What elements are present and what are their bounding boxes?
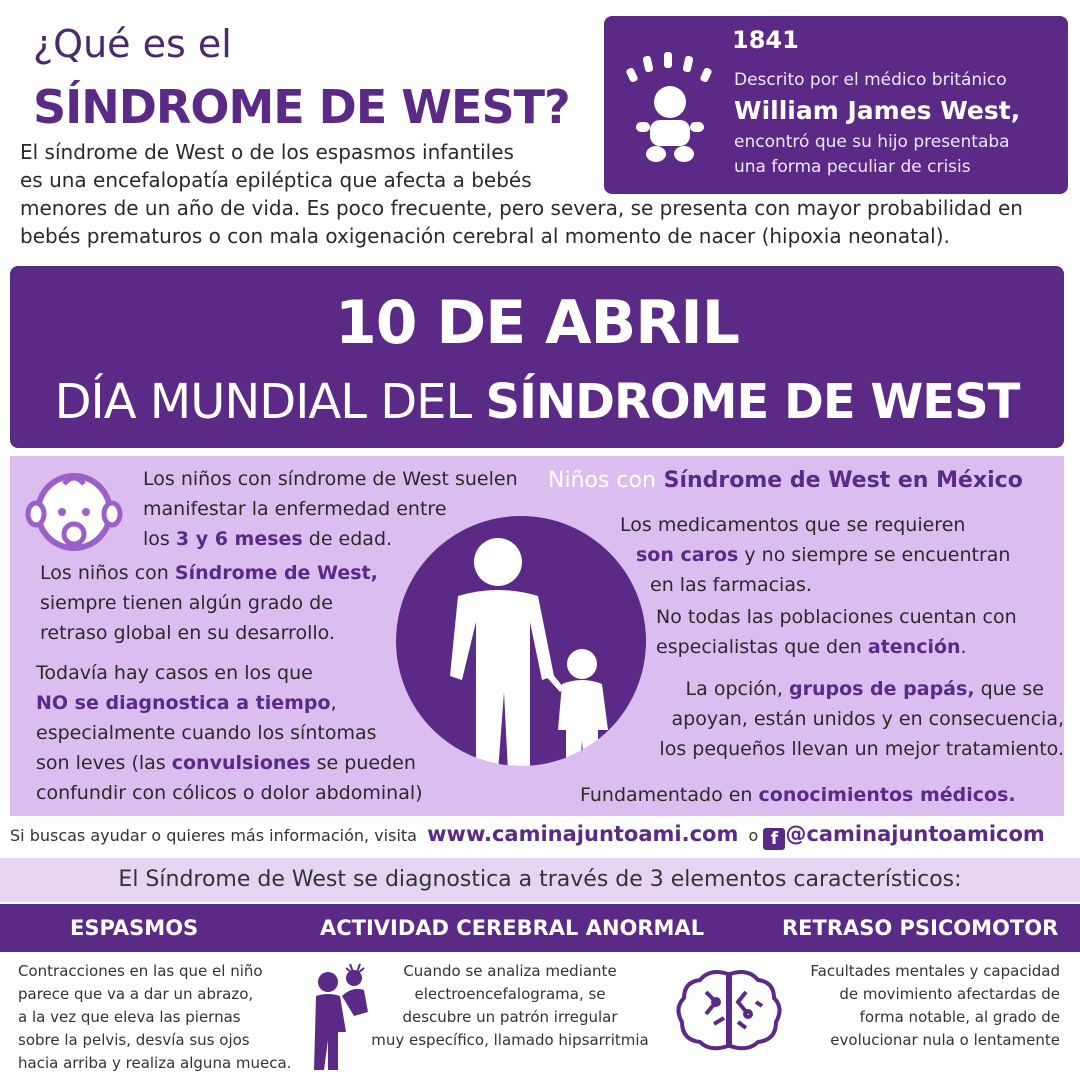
text-line: apoyan, están unidos y en consecuencia, [671,708,1064,730]
text-line: los pequeños llevan un mejor tratamiento. [659,738,1064,760]
desc-line: forma notable, al grado de [859,1008,1060,1026]
text-line: especialmente cuando los síntomas [36,722,377,744]
text-emphasis: NO se diagnostica a tiempo [36,692,331,714]
text-fragment: son leves (las [36,752,166,774]
text-fragment: que se [980,678,1044,700]
text-line: No todas las poblaciones cuentan con [656,606,1017,628]
text-line: en las farmacias. [650,574,812,596]
desc-line: de movimiento afectardas de [839,985,1060,1003]
text-line: Los niños con síndrome de West suelen [143,468,518,490]
element-desc-espasmos [18,960,318,1075]
desc-line: electroencefalograma, se [414,985,606,1003]
banner-day-emphasis: SÍNDROME DE WEST [485,374,1020,430]
desc-line: hacia arriba y realiza alguna mueca. [18,1054,292,1072]
desc-line: sobre la pelvis, desvía sus ojos [18,1031,250,1049]
history-box [604,16,1068,194]
text-fragment: los [143,528,170,550]
text-emphasis: 3 y 6 meses [175,528,303,550]
text-line [608,674,1064,704]
text-fragment: se pueden [316,752,416,774]
element-title-actividad: ACTIVIDAD CEREBRAL ANORMAL [320,916,705,940]
desc-line: descubre un patrón irregular [402,1008,618,1026]
desc-line: a la vez que eleva las piernas [18,1008,241,1026]
desc-line: Facultades mentales y capacidad [810,962,1060,980]
website-link[interactable]: www.caminajuntoami.com [427,822,739,846]
element-desc-actividad [360,960,660,1052]
element-desc-retraso [770,960,1060,1052]
right-paragraph-4 [580,780,1060,810]
brain-icon [676,968,782,1054]
baby-face-icon [24,470,124,556]
diagnosis-heading: El Síndrome de West se diagnostica a través de 3 elementos característicos: [0,858,1080,902]
header-question: ¿Qué es el [33,22,232,66]
title-bold: Síndrome de West en México [663,468,1023,493]
text-fragment: de edad. [308,528,393,550]
text-emphasis: atención [867,636,961,658]
banner-date: 10 DE ABRIL [335,288,739,358]
title-light: Niños con [548,468,656,493]
history-text [734,130,1064,180]
text-line [656,632,1066,662]
right-paragraph-3 [608,674,1064,764]
intro-line: es una encefalopatía epiléptica que afecta a bebés [20,168,532,192]
desc-line: evolucionar nula o lentamente [830,1031,1060,1049]
history-line: una forma peculiar de crisis [734,157,971,177]
intro-line: menores de un año de vida. Es poco frecuente, pero severa, se presenta con mayor probabilidad en [20,196,1023,220]
text-line [36,748,506,778]
text-emphasis: convulsiones [171,752,311,774]
text-line: Los medicamentos que se requieren [620,514,966,536]
history-line: Descrito por el médico británico [734,70,1007,90]
desc-line: Contracciones en las que el niño [18,962,263,980]
facebook-icon[interactable]: f [763,828,785,850]
text-fragment: y no siempre se encuentran [744,544,1011,566]
text-line: siempre tienen algún grado de [40,592,333,614]
right-paragraph-1 [620,510,1060,600]
visit-text: Si buscas ayudar o quieres más información, visita [10,826,417,845]
desc-line: muy específico, llamado hipsarritmia [371,1031,649,1049]
right-panel-title [548,468,1023,493]
date-banner [10,266,1064,448]
history-year: 1841 [732,26,799,54]
elements-bar [0,904,1080,952]
text-line: confundir con cólicos o dolor abdominal) [36,782,423,804]
text-emphasis: conocimientos médicos. [758,784,1016,806]
visit-or: o [748,826,759,845]
intro-line: El síndrome de West o de los espasmos infantiles [20,140,514,164]
text-fragment: especialistas que den [656,636,862,658]
text-line: manifestar la enfermedad entre [143,498,447,520]
page-title: SÍNDROME DE WEST? [33,80,570,134]
social-handle[interactable]: @caminajuntoamicom [785,822,1045,846]
banner-day [10,374,1064,430]
text-line: retraso global en su desarrollo. [40,622,335,644]
text-line [40,558,400,588]
desc-line: parece que va a dar un abrazo, [18,985,254,1003]
text-fragment: , [330,692,337,714]
text-fragment: . [960,636,967,658]
text-emphasis: son caros [636,544,739,566]
text-emphasis: grupos de papás, [788,678,975,700]
desc-line: Cuando se analiza mediante [403,962,617,980]
element-title-retraso: RETRASO PSICOMOTOR [782,916,1059,940]
text-line [636,540,1060,570]
visit-line [10,822,1070,856]
banner-day-prefix: DÍA MUNDIAL DEL [54,374,472,430]
history-line: encontró que su hijo presentaba [734,132,1010,152]
text-line: Todavía hay casos en los que [36,662,313,684]
text-fragment: Fundamentado en [580,784,753,806]
left-paragraph-2 [40,558,400,648]
history-doctor-name: William James West, [734,96,1021,125]
intro-line: bebés prematuros o con mala oxigenación cerebral al momento de nacer (hipoxia neonatal). [20,224,950,248]
text-emphasis: Síndrome de West, [174,562,378,584]
right-paragraph-2 [656,602,1066,662]
element-title-espasmos: ESPASMOS [70,916,199,940]
text-fragment: Los niños con [40,562,169,584]
text-fragment: La opción, [685,678,783,700]
